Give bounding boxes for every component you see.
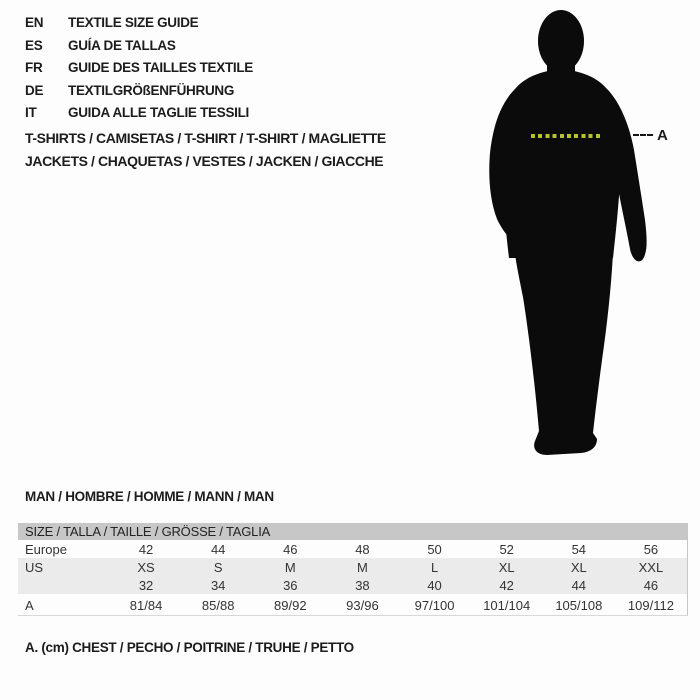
measurement-connector-dashes-icon xyxy=(633,134,653,136)
table-cell: 48 xyxy=(355,541,370,557)
section-title-man: MAN / HOMBRE / HOMME / MANN / MAN xyxy=(25,489,274,504)
table-row-europe xyxy=(18,540,687,558)
language-code: IT xyxy=(25,105,37,121)
product-line-tshirts: T-SHIRTS / CAMISETAS / T-SHIRT / T-SHIRT / MAGLIETTE xyxy=(25,130,386,146)
table-row-chest-cm xyxy=(18,594,687,615)
table-cell: 97/100 xyxy=(414,598,455,613)
language-list xyxy=(25,12,253,125)
language-code: DE xyxy=(25,82,44,98)
language-text: TEXTILGRÖßENFÜHRUNG xyxy=(68,82,235,98)
language-text: GUIDA ALLE TAGLIE TESSILI xyxy=(68,105,249,121)
measurement-label-a: A xyxy=(657,127,668,144)
table-cell: S xyxy=(213,559,223,575)
man-silhouette xyxy=(485,5,650,455)
table-cell: 34 xyxy=(210,577,226,593)
table-cell: XS xyxy=(137,559,155,575)
language-text: TEXTILE SIZE GUIDE xyxy=(68,15,199,30)
table-cell: 101/104 xyxy=(483,598,531,613)
table-cell: XL xyxy=(498,559,515,575)
product-line-jackets: JACKETS / CHAQUETAS / VESTES / JACKEN / GIACCHE xyxy=(25,153,384,169)
language-code: EN xyxy=(25,15,44,30)
table-cell: L xyxy=(430,559,439,575)
language-text: GUÍA DE TALLAS xyxy=(68,37,176,53)
table-cell: 46 xyxy=(643,577,659,593)
table-cell: 46 xyxy=(283,541,298,557)
table-cell: 105/108 xyxy=(555,598,603,613)
table-cell: 36 xyxy=(283,577,298,593)
language-code: ES xyxy=(25,37,43,53)
table-cell: 81/84 xyxy=(129,598,163,613)
table-cell: 50 xyxy=(427,541,442,557)
row-label: Europe xyxy=(25,541,67,557)
table-cell: 32 xyxy=(138,577,154,593)
row-label: US xyxy=(25,559,44,575)
table-cell: M xyxy=(284,559,296,575)
row-label: A xyxy=(25,598,34,613)
table-cell: 93/96 xyxy=(346,598,379,613)
language-row-es xyxy=(25,35,253,58)
table-cell: 44 xyxy=(210,541,226,557)
man-silhouette-figure xyxy=(485,5,650,455)
table-cell: 42 xyxy=(138,541,154,557)
table-row-us xyxy=(18,558,687,576)
table-cell: 38 xyxy=(355,577,370,593)
table-cell: M xyxy=(357,559,368,575)
table-cell: XXL xyxy=(638,559,664,575)
language-code: FR xyxy=(25,60,43,76)
table-row-alt-sizes xyxy=(18,576,687,594)
table-cell: 44 xyxy=(571,577,587,593)
language-text: GUIDE DES TAILLES TEXTILE xyxy=(68,60,254,76)
language-row-fr xyxy=(25,57,253,80)
table-cell: 54 xyxy=(571,541,587,557)
size-table-header: SIZE / TALLA / TAILLE / GRÖSSE / TAGLIA xyxy=(18,523,687,540)
table-cell: 85/88 xyxy=(201,598,235,613)
language-row-it xyxy=(25,102,253,125)
language-row-de xyxy=(25,80,253,103)
table-cell: 40 xyxy=(427,577,442,593)
measurement-footnote: A. (cm) CHEST / PECHO / POITRINE / TRUHE / PETTO xyxy=(25,640,354,655)
language-row-en xyxy=(25,12,253,35)
table-cell: 42 xyxy=(499,577,514,593)
table-cell: 56 xyxy=(643,541,659,557)
chest-measurement-dots-icon xyxy=(531,134,603,138)
table-cell: 89/92 xyxy=(274,598,307,613)
product-categories xyxy=(25,127,386,173)
table-cell: 109/112 xyxy=(627,598,674,613)
table-cell: XL xyxy=(570,559,587,575)
table-cell: 52 xyxy=(499,541,514,557)
size-table xyxy=(18,523,688,616)
